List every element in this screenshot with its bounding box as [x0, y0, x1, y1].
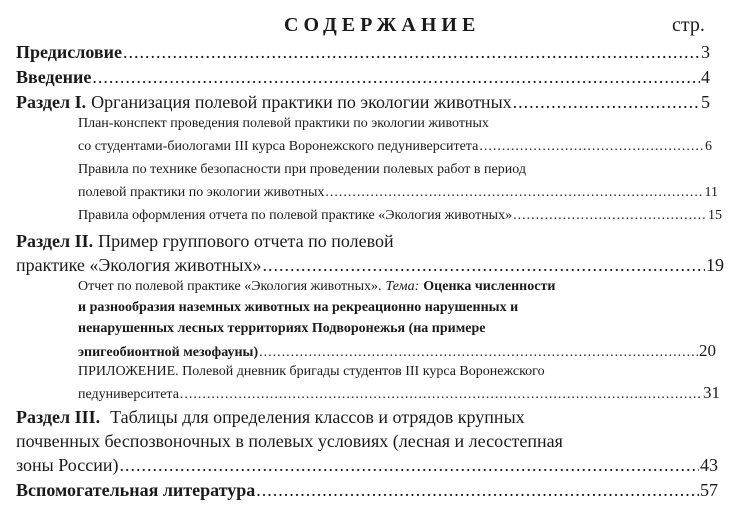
toc-entry-section-2[interactable]: [16, 255, 724, 275]
toc-page-number: 31: [703, 383, 720, 402]
toc-sub-text: План-конспект проведения полевой практики по экологии животных: [78, 116, 489, 131]
toc-page-number: 6: [705, 139, 712, 154]
toc-sub-tema: Тема:: [385, 279, 420, 294]
toc-entry-literature[interactable]: [16, 480, 718, 500]
toc-sub-text: Правила оформления отчета по полевой практике «Экология животных»: [78, 208, 513, 223]
toc-leader: [513, 92, 700, 112]
toc-entry-label: Вспомогательная литература: [16, 480, 256, 500]
toc-entry-sub-2-1[interactable]: [78, 341, 716, 363]
toc-page-number: 19: [706, 255, 724, 275]
pages-column-label: стр.: [672, 14, 705, 36]
toc-leader: [92, 67, 700, 87]
toc-page-number: 4: [701, 67, 710, 87]
toc-sub-text: Правила по технике безопасности при проведении полевых работ в период: [78, 162, 526, 177]
toc-sub-bold-text: ненарушенных лесных территориях Подворонежья (на примере: [78, 321, 486, 336]
toc-section-label: Раздел II.: [16, 231, 94, 251]
toc-sub-bold-text: Оценка численности: [423, 279, 556, 294]
toc-sub-2-1-line3: [78, 319, 485, 339]
toc-page-number: 43: [700, 455, 718, 475]
toc-page-number: 57: [700, 480, 718, 500]
toc-entry-section-1[interactable]: [16, 92, 710, 112]
toc-leader: [262, 255, 705, 275]
toc-section-text: Пример группового отчета по полевой: [98, 231, 394, 251]
toc-entry-intro[interactable]: [16, 67, 710, 87]
toc-sub-1-2-line1: [78, 160, 526, 180]
toc-entry-label: Введение: [16, 67, 92, 87]
toc-section-text: практике «Экология животных»: [16, 255, 262, 275]
toc-sub-text: полевой практики по экологии животных: [78, 185, 325, 200]
page-title: СОДЕРЖАНИЕ: [284, 14, 481, 36]
toc-section-text: зоны России): [16, 455, 119, 475]
toc-section-2-line1: [16, 231, 710, 251]
toc-leader: [325, 183, 703, 203]
toc-leader: [256, 480, 699, 500]
toc-entry-preface[interactable]: [16, 42, 710, 62]
toc-section-text: Таблицы для определения классов и отрядов крупных: [110, 407, 525, 427]
toc-section-label: Раздел III.: [16, 407, 101, 427]
toc-sub-1-1-line1: [78, 114, 489, 134]
toc-leader: [180, 385, 702, 405]
toc-leader: [479, 137, 704, 157]
toc-entry-sub-2-2[interactable]: [78, 383, 720, 405]
toc-leader: [259, 343, 698, 363]
toc-page-number: 3: [701, 42, 710, 62]
toc-page-number: 15: [708, 208, 722, 223]
toc-section-label: Раздел I.: [16, 92, 87, 112]
toc-entry-sub-1-1[interactable]: [78, 137, 712, 157]
toc-leader: [513, 206, 707, 226]
toc-section-text: Организация полевой практики по экологии животных: [91, 92, 512, 112]
toc-sub-bold-text: и разнообразия наземных животных на рекреационно нарушенных и: [78, 300, 519, 315]
toc-page-number: 5: [701, 92, 710, 112]
toc-section-text: почвенных беспозвоночных в полевых условиях (лесная и лесостепная: [16, 431, 563, 451]
toc-leader: [123, 42, 700, 62]
toc-entry-sub-1-2[interactable]: [78, 183, 718, 203]
toc-sub-2-1-line1: [78, 277, 555, 297]
toc-page-number: 20: [699, 341, 716, 360]
toc-entry-label: Предисловие: [16, 42, 122, 62]
toc-section-3-line1: [16, 407, 710, 427]
toc-sub-text: педуниверситета: [78, 387, 179, 402]
toc-sub-bold-text: эпигеобионтной мезофауны): [78, 345, 259, 360]
toc-page-number: 11: [704, 185, 718, 200]
toc-sub-text: со студентами-биологами III курса Воронежского педуниверситета: [78, 139, 479, 154]
toc-section-3-line2: [16, 431, 710, 451]
toc-sub-text: ПРИЛОЖЕНИЕ. Полевой дневник бригады студентов III курса Воронежского: [78, 364, 545, 379]
toc-entry-section-3[interactable]: [16, 455, 718, 475]
toc-entry-sub-1-3[interactable]: [78, 206, 722, 226]
toc-leader: [119, 455, 699, 475]
toc-sub-text: Отчет по полевой практике «Экология животных».: [78, 279, 382, 294]
toc-sub-2-2-line1: [78, 362, 545, 382]
toc-sub-2-1-line2: [78, 298, 518, 318]
